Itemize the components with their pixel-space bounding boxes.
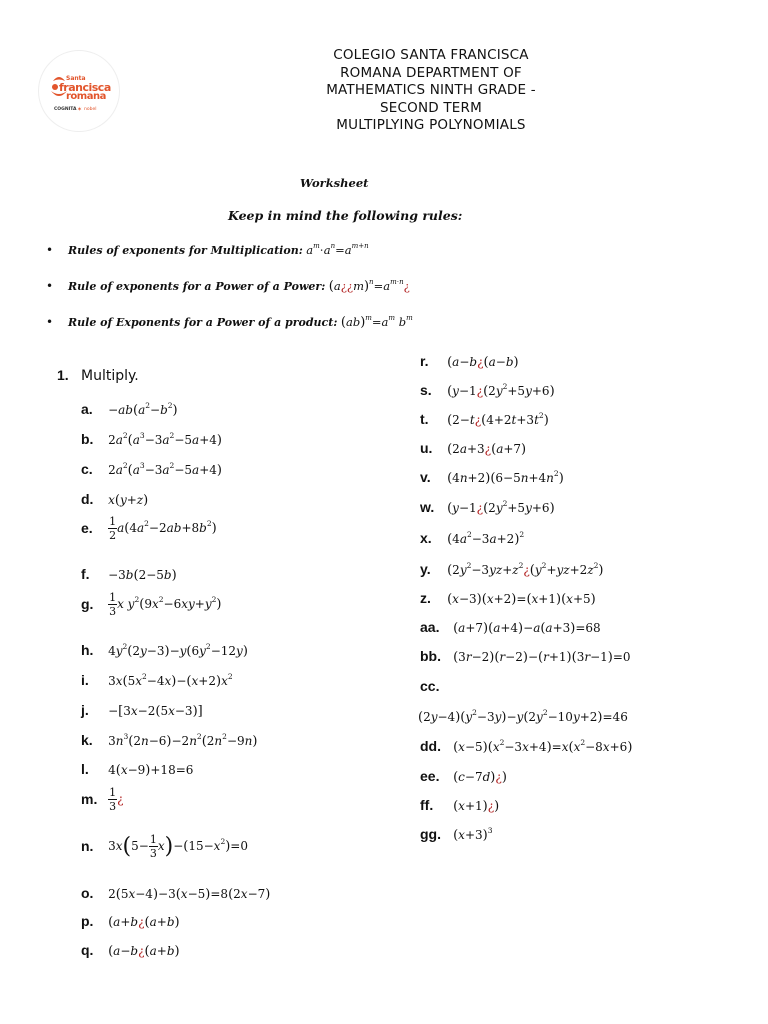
problem-number: 1. <box>57 367 69 383</box>
rule-formula: $(ab)^m=a^m$ $b^m$ <box>340 314 413 330</box>
item-label: k. <box>81 732 93 748</box>
expression: ($2-t¿(4+2t+3t^2)$ <box>447 411 549 428</box>
item-label: a. <box>81 401 93 417</box>
expression: $\frac{1}{2}$ $a(4a^2-2ab+8b^2)$ <box>109 515 217 542</box>
exercise-cc-label <box>420 676 448 695</box>
item-label: h. <box>81 642 94 658</box>
item-label: t. <box>420 411 429 427</box>
expression: $(2y-4)(y^2-3y)-y(2y^2-10y+2)=46$ <box>418 708 628 725</box>
rule-label: Rule of Exponents for a Power of a product: <box>68 316 338 329</box>
expression: (a+b¿(a+b) <box>108 915 180 930</box>
item-label: q. <box>81 942 94 958</box>
logo-text-romana: romana <box>66 91 106 102</box>
expression: $3n^3(2n-6)-2n^2(2n^2-9n)$ <box>108 732 258 749</box>
exercise-cc <box>418 706 628 725</box>
exercise-t <box>420 409 549 428</box>
item-label: r. <box>420 353 429 369</box>
rule-item <box>46 242 369 257</box>
logo-text-cognita: COGNITA <box>54 107 77 112</box>
exercise-u <box>420 438 526 457</box>
logo-text-nobel: nobel <box>84 107 97 112</box>
item-label: p. <box>81 913 94 929</box>
expression: (a−b¿(a+b) <box>108 944 180 959</box>
exercise-ee <box>420 766 507 785</box>
exercise-g <box>81 592 221 617</box>
exercise-x <box>420 528 524 547</box>
exercise-m <box>81 787 124 812</box>
expression: (a−b¿(a−b) <box>447 355 519 370</box>
expression: x(y+z) <box>108 493 149 508</box>
item-label: gg. <box>420 826 441 842</box>
expression: $(x-5)(x^2-3x+4)=x(x^2-8x+6)$ <box>453 738 633 755</box>
exercise-gg <box>420 824 493 843</box>
expression: 4(x−9)+18=6 <box>108 763 194 778</box>
expression: −3b(2−5b) <box>108 568 177 583</box>
header-line: ROMANA DEPARTMENT OF <box>340 64 522 81</box>
expression: $2a^2(a^3-3a^2-5a+4)$ <box>108 461 222 478</box>
expression: (3r−2)(r−2)−(r+1)(3r−1)=0 <box>453 650 631 665</box>
exercise-o <box>81 883 270 902</box>
item-label: i. <box>81 672 89 688</box>
rule-formula: $(a¿¿m)^n=a^{m\cdot n}¿$ <box>328 278 410 294</box>
expression: $3x(5x^2-4x)-(x+2)x^2$ <box>108 672 233 689</box>
logo-text-francisca: francisca <box>59 81 111 94</box>
exercise-d <box>81 489 148 508</box>
expression: (a+7)(a+4)−a(a+3)=68 <box>453 621 601 636</box>
rule-label: Rules of exponents for Multiplication: <box>68 244 303 257</box>
exercise-a <box>81 399 178 418</box>
item-label: f. <box>81 566 90 582</box>
rule-formula: $a^m\cdot a^n=a^{m+n}$ <box>306 242 369 257</box>
item-label: s. <box>420 382 432 398</box>
exercise-b <box>81 429 222 448</box>
rules-heading: Keep in mind the following rules: <box>228 208 463 223</box>
exercise-w <box>420 497 555 516</box>
expression: $\frac{1}{3}$ x $y^2(9x^2-6xy+y^2)$ <box>109 591 222 618</box>
logo-text-santa: Santa <box>66 75 86 82</box>
expression: (2a+3¿(a+7) <box>447 442 527 457</box>
item-label: m. <box>81 790 98 807</box>
expression: $-ab(a^2-b^2)$ <box>108 401 178 418</box>
exercise-v <box>420 467 564 486</box>
item-label: b. <box>81 431 94 447</box>
item-label: l. <box>81 761 89 777</box>
exercise-f <box>81 564 177 583</box>
exercise-r <box>420 351 519 370</box>
exercise-ff <box>420 795 499 814</box>
header-line: MULTIPLYING POLYNOMIALS <box>336 117 526 133</box>
bullet-icon: • <box>46 315 54 329</box>
item-label: c. <box>81 461 93 477</box>
expression: $(4a^2-3a+2)^2$ <box>447 530 525 547</box>
exercise-y <box>420 559 604 578</box>
item-label: z. <box>420 590 431 606</box>
header-line: COLEGIO SANTA FRANCISCA <box>333 47 529 63</box>
item-label: bb. <box>420 648 441 664</box>
exercise-z <box>420 588 596 607</box>
item-label: cc. <box>420 678 440 694</box>
exercise-h <box>81 640 248 659</box>
item-label: u. <box>420 440 433 456</box>
header-line: MATHEMATICS NINTH GRADE - <box>326 82 536 98</box>
item-label: y. <box>420 561 431 577</box>
exercise-s <box>420 380 555 399</box>
star-icon: ✶ <box>77 106 83 113</box>
expression: ($y-1¿(2y^2+5y+6)$ <box>447 499 555 516</box>
exercise-j <box>81 700 203 719</box>
rule-item <box>46 278 410 294</box>
exercise-bb <box>420 646 631 665</box>
bullet-icon: • <box>46 279 54 293</box>
rule-item <box>46 314 413 330</box>
unrendered-glyph: ¿ <box>117 792 124 806</box>
bullet-icon: • <box>46 243 54 257</box>
exercise-c <box>81 459 222 478</box>
item-label: aa. <box>420 619 440 635</box>
exercise-l <box>81 759 193 778</box>
expression: $4y^2(2y-3)-y(6y^2-12y)$ <box>108 642 248 659</box>
item-label: j. <box>81 702 89 718</box>
exercise-i <box>81 670 233 689</box>
item-label: d. <box>81 491 94 507</box>
item-label: x. <box>420 530 432 546</box>
exercise-e <box>81 516 217 541</box>
problem-title: Multiply. <box>81 368 139 384</box>
expression: $(4n+2)(6-5n+4n^2)$ <box>447 469 564 486</box>
expression: $(x+3)^3$ <box>453 826 493 843</box>
school-logo <box>38 50 120 132</box>
item-label: w. <box>420 499 435 515</box>
exercise-aa <box>420 617 601 636</box>
exercise-p <box>81 911 180 930</box>
worksheet-label: Worksheet <box>300 176 369 190</box>
rule-label: Rule of exponents for a Power of a Power: <box>68 280 326 293</box>
expression: (c−7d)¿) <box>453 770 507 785</box>
exercise-q <box>81 940 180 959</box>
expression: $2a^2(a^3-3a^2-5a+4)$ <box>108 431 222 448</box>
expression: ($y-1¿(2y^2+5y+6)$ <box>447 382 555 399</box>
item-label: o. <box>81 885 94 901</box>
expression: 3x(5− $\frac{1}{3}$ $x)-(15-x^2)=0$ <box>108 833 248 860</box>
expression: (x−3)(x+2)=(x+1)(x+5) <box>447 592 596 607</box>
item-label: ff. <box>420 797 434 813</box>
item-label: g. <box>81 595 94 612</box>
exercise-k <box>81 730 257 749</box>
expression: 2(5x−4)−3(x−5)=8(2x−7) <box>108 887 271 902</box>
exercise-dd <box>420 736 632 755</box>
item-label: v. <box>420 469 431 485</box>
item-label: e. <box>81 519 93 536</box>
item-label: n. <box>81 837 94 854</box>
expression: −[3x−2(5x−3)] <box>108 704 203 719</box>
expression: $\frac{1}{3}$ ¿ <box>109 786 124 813</box>
header-line: SECOND TERM <box>380 99 482 116</box>
page-header <box>290 47 572 135</box>
item-label: dd. <box>420 738 441 754</box>
expression: ($2y^2-3yz+z^2¿(y^2+yz+2z^2)$ <box>447 561 604 578</box>
item-label: ee. <box>420 768 440 784</box>
exercise-n <box>81 834 248 859</box>
expression: (x+1)¿) <box>453 799 500 814</box>
